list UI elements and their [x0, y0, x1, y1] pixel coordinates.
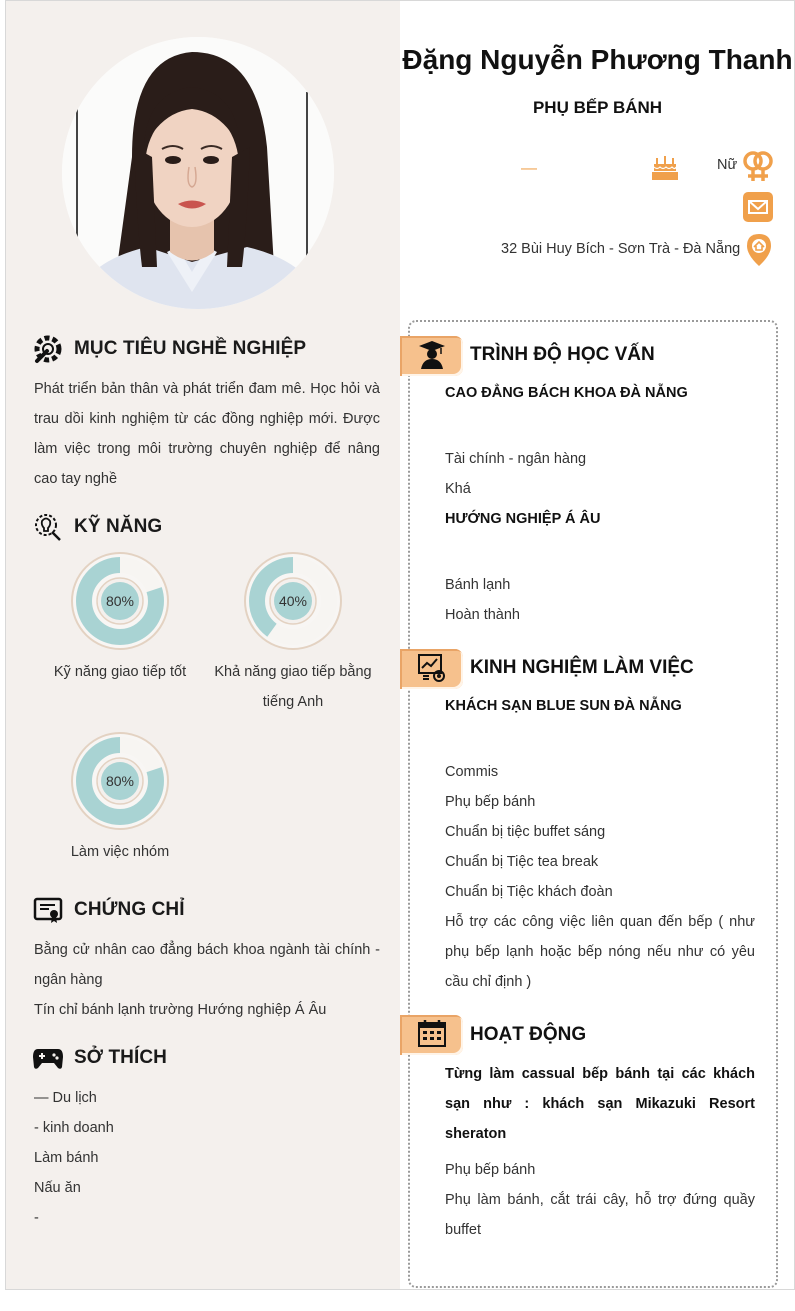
certificates-section-title [32, 894, 185, 926]
address-text: 32 Bùi Huy Bích - Sơn Trà - Đà Nẵng [501, 241, 741, 257]
candidate-name: Đặng Nguyễn Phương Thanh [402, 44, 793, 75]
experience-company: KHÁCH SẠN BLUE SUN ĐÀ NẴNG [445, 698, 682, 714]
chart-board-icon [417, 652, 447, 687]
certificate-2: Tín chỉ bánh lạnh trường Hướng nghiệp Á Âu [34, 1002, 327, 1018]
skill-ring-2 [243, 551, 343, 651]
activities-headline: Từng làm cassual bếp bánh tại các khách sạn như : khách sạn Mikazuki Resort sheraton [445, 1066, 755, 1142]
experience-line: Chuẩn bị tiệc buffet sáng [445, 824, 606, 840]
education-grade-1: Khá [445, 481, 471, 497]
experience-tab [400, 649, 463, 689]
envelope-icon[interactable] [743, 192, 773, 227]
education-grade-2: Hoàn thành [445, 607, 520, 623]
objective-title: MỤC TIÊU NGHỀ NGHIỆP [74, 338, 307, 359]
profile-photo [62, 37, 334, 309]
gamepad-icon [32, 1042, 64, 1074]
education-school-1: CAO ĐẲNG BÁCH KHOA ĐÀ NẴNG [445, 385, 688, 401]
skills-title: KỸ NĂNG [74, 516, 163, 537]
calendar-icon [417, 1018, 447, 1053]
hobby-item: Làm bánh [34, 1150, 99, 1166]
hobby-item: — Du lịch [34, 1090, 97, 1106]
birthday-cake-icon [650, 150, 680, 187]
location-pin-icon [746, 233, 772, 272]
experience-line: Chuẩn bị Tiệc tea break [445, 854, 599, 870]
education-title: TRÌNH ĐỘ HỌC VẤN [470, 344, 655, 365]
gender-text: Nữ [717, 157, 738, 173]
certificates-title: CHỨNG CHỈ [74, 899, 185, 920]
skill-ring-1 [70, 551, 170, 651]
skill-label-3: Làm việc nhóm [70, 844, 170, 860]
certificate-icon [32, 894, 64, 926]
skill-label-1: Kỹ năng giao tiếp tốt [53, 664, 187, 680]
skill-ring-3 [70, 731, 170, 831]
experience-line: Commis [445, 764, 499, 780]
lightbulb-gear-icon [32, 511, 64, 543]
skill-percent-text: 40% [278, 593, 308, 609]
experience-line: Phụ bếp bánh [445, 794, 536, 810]
female-gender-icon [742, 149, 774, 188]
activities-title: HOẠT ĐỘNG [470, 1024, 587, 1045]
experience-title: KINH NGHIỆM LÀM VIỆC [470, 657, 694, 678]
objective-section-title [32, 333, 306, 365]
skill-percent-text: 80% [105, 773, 135, 789]
objective-text: Phát triển bản thân và phát triển đam mê. Học hỏi và trau dồi kinh nghiệm từ các đồng nghiệp mới. Được làm việc trong môi trường chuyên nghiệp để nâng cao tay nghề [34, 381, 380, 487]
activities-tab [400, 1015, 463, 1055]
job-title: PHỤ BẾP BÁNH [532, 98, 663, 117]
experience-line: Chuẩn bị Tiệc khách đoàn [445, 884, 613, 900]
activities-desc: Phụ làm bánh, cắt trái cây, hỗ trợ đứng quầy buffet [445, 1192, 755, 1238]
hobby-item: - [34, 1210, 39, 1226]
education-school-2: HƯỚNG NGHIỆP Á ÂU [445, 511, 601, 527]
skill-percent-text: 80% [105, 593, 135, 609]
graduate-icon [417, 339, 447, 374]
hobbies-section-title [32, 1042, 167, 1074]
hobby-item: Nấu ăn [34, 1180, 81, 1196]
certificate-1: Bằng cử nhân cao đẳng bách khoa ngành tài chính - ngân hàng [34, 942, 380, 988]
wrench-gear-icon [32, 333, 64, 365]
skills-section-title [32, 511, 162, 543]
experience-extra: Hỗ trợ các công việc liên quan đến bếp ( như phụ bếp lạnh hoặc bếp nóng nếu như có yêu cầu chỉ định ) [445, 914, 755, 990]
skill-label-2: Khả năng giao tiếp bằng tiếng Anh [214, 664, 372, 710]
education-major-1: Tài chính - ngân hàng [445, 451, 587, 467]
dob-placeholder: — [521, 160, 537, 177]
education-major-2: Bánh lạnh [445, 577, 511, 593]
education-tab [400, 336, 463, 376]
activities-role: Phụ bếp bánh [445, 1162, 536, 1178]
avatar [62, 37, 334, 309]
hobby-item: - kinh doanh [34, 1120, 114, 1136]
hobbies-title: SỞ THÍCH [74, 1047, 168, 1068]
